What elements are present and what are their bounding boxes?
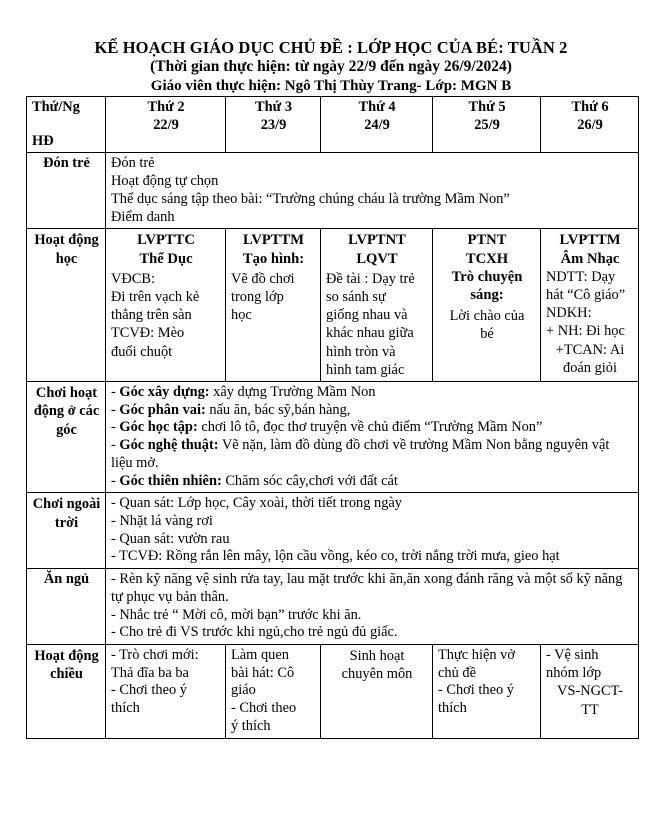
afternoon-line: bài hát: Cô bbox=[231, 664, 295, 681]
afternoon-line: chủ đề bbox=[438, 664, 476, 681]
don-tre-line: Hoạt động tự chọn bbox=[111, 173, 219, 190]
lesson-line: thẳng trên sàn bbox=[111, 307, 192, 324]
cell-chieu-wed bbox=[321, 644, 433, 738]
item-label: Góc nghệ thuật: bbox=[119, 437, 219, 454]
meal-line: - Rèn kỹ năng vệ sinh rửa tay, lau mặt trước khi ăn,ăn xong đánh răng và một số kỹ năng tự phục vụ bản thân. bbox=[111, 571, 623, 605]
afternoon-line: thích bbox=[111, 700, 140, 717]
subject-code: LVPTNT bbox=[348, 232, 406, 249]
item-text: Vẽ nặn, làm đồ dùng đồ chơi về trường Mầm Non bằng nguyên vật liệu mở. bbox=[111, 437, 610, 471]
cell-hoat-dong-hoc-thu bbox=[433, 229, 541, 382]
teacher-line: Giáo viên thực hiện: Ngô Thị Thùy Trang- Lớp: MGN B bbox=[150, 78, 512, 95]
subject-name: Trò chuyện bbox=[451, 269, 523, 286]
subject-name: LQVT bbox=[356, 250, 398, 267]
subject-name-2: sáng: bbox=[470, 287, 504, 304]
day-name: Thứ 5 bbox=[468, 99, 506, 115]
corner-item bbox=[111, 384, 634, 402]
subject-code: LVPTTM bbox=[559, 232, 621, 249]
row-label-hoat-dong-chieu: Hoạt động chiều bbox=[27, 644, 106, 738]
cell-hoat-dong-hoc-mon bbox=[106, 229, 226, 382]
outdoor-line: - Nhặt lá vàng rơi bbox=[111, 512, 213, 529]
subject-code: LVPTTM bbox=[242, 232, 305, 249]
implementation-period: (Thời gian thực hiện: từ ngày 22/9 đến ngày 26/9/2024) bbox=[150, 58, 512, 76]
column-header-thu bbox=[433, 97, 541, 153]
lesson-line: hình tam giác bbox=[326, 361, 405, 378]
don-tre-line: Đón trẻ bbox=[111, 155, 155, 172]
subject-name: Âm Nhạc bbox=[560, 250, 620, 267]
afternoon-line: VS-NGCT- bbox=[557, 683, 623, 700]
row-label-text: Hoạt động học bbox=[34, 232, 99, 267]
outdoor-line: - TCVĐ: Rồng rắn lên mây, lộn cầu vồng, kéo co, trời nắng trời mưa, gieo hạt bbox=[111, 548, 560, 565]
corner-item bbox=[111, 437, 634, 472]
row-label-don-tre: Đón trẻ bbox=[27, 153, 106, 229]
lesson-line: Đề tài : Dạy trẻ bbox=[326, 271, 415, 288]
row-choi-ngoai-troi bbox=[27, 493, 639, 569]
cell-hoat-dong-hoc-fri bbox=[541, 229, 639, 382]
column-header-tue bbox=[226, 97, 321, 153]
afternoon-line: - Trò chơi mới: bbox=[111, 646, 199, 663]
lesson-line: Vẽ đồ chơi bbox=[231, 271, 295, 288]
lesson-line: bé bbox=[480, 325, 494, 342]
row-label-an-ngu: Ăn ngủ bbox=[27, 569, 106, 645]
lesson-line: đuổi chuột bbox=[111, 343, 173, 360]
item-text: chơi lô tô, đọc thơ truyện về chủ điểm “Trường Mầm Non” bbox=[197, 419, 543, 436]
item-label: Góc thiên nhiên: bbox=[119, 472, 222, 489]
corner-item bbox=[111, 473, 634, 491]
page-title: KẾ HOẠCH GIÁO DỤC CHỦ ĐỀ : LỚP HỌC CỦA BÉ: TUẦN 2 bbox=[94, 38, 568, 57]
afternoon-line: - Chơi theo ý bbox=[438, 682, 514, 699]
cell-choi-goc-content bbox=[106, 381, 639, 492]
day-name: Thứ 4 bbox=[358, 99, 396, 115]
lesson-line: hình tròn và bbox=[326, 343, 396, 360]
corner-label-activity: HĐ bbox=[32, 132, 54, 149]
afternoon-line: Làm quen bbox=[231, 646, 289, 663]
corner-item bbox=[111, 402, 634, 420]
cell-don-tre-content bbox=[106, 153, 639, 229]
subject-code-2: TCXH bbox=[465, 250, 509, 267]
item-label: Góc xây dựng: bbox=[119, 383, 210, 400]
subject-code: PTNT bbox=[467, 232, 507, 249]
column-header-fri bbox=[541, 97, 639, 153]
afternoon-line: - Chơi theo bbox=[231, 700, 297, 717]
item-dash: - bbox=[111, 383, 120, 400]
outdoor-line: - Quan sát: Lớp học, Cây xoài, thời tiết trong ngày bbox=[111, 495, 402, 512]
row-an-ngu bbox=[27, 569, 639, 645]
day-name: Thứ 3 bbox=[254, 99, 293, 115]
lesson-line: trong lớp bbox=[231, 289, 284, 306]
header-corner-cell bbox=[27, 97, 106, 153]
item-dash: - bbox=[111, 401, 120, 418]
item-text: Chăm sóc cây,chơi với đất cát bbox=[221, 472, 398, 489]
afternoon-line: giáo bbox=[231, 682, 256, 699]
cell-hoat-dong-hoc-tue bbox=[226, 229, 321, 382]
subject-name: Tạo hình: bbox=[242, 250, 305, 267]
day-name: Thứ 2 bbox=[147, 99, 185, 115]
cell-chieu-tue bbox=[226, 644, 321, 738]
item-dash: - bbox=[111, 419, 120, 436]
cell-hoat-dong-hoc-wed bbox=[321, 229, 433, 382]
column-header-mon bbox=[106, 97, 226, 153]
item-text: xây dựng Trường Mầm Non bbox=[209, 383, 376, 400]
lesson-line: Đi trên vạch kẻ bbox=[111, 289, 200, 306]
day-date: 25/9 bbox=[474, 116, 500, 133]
lesson-line: Lời chào của bbox=[449, 307, 525, 324]
row-choi-goc bbox=[27, 381, 639, 492]
afternoon-line: nhóm lớp bbox=[546, 664, 602, 681]
weekly-plan-table bbox=[26, 96, 639, 739]
afternoon-line: - Vệ sinh bbox=[546, 646, 599, 663]
lesson-line: giống nhau và bbox=[326, 307, 408, 324]
lesson-line: TCVĐ: Mèo bbox=[111, 325, 185, 342]
lesson-line: học bbox=[231, 307, 252, 324]
afternoon-line: Thực hiện vở bbox=[438, 646, 515, 663]
lesson-line: so sánh sự bbox=[326, 289, 386, 306]
lesson-line: VĐCB: bbox=[111, 271, 155, 288]
corner-item bbox=[111, 419, 634, 437]
document-heading bbox=[0, 0, 662, 95]
row-hoat-dong-chieu bbox=[27, 644, 639, 738]
item-dash: - bbox=[111, 472, 120, 489]
item-label: Góc phân vai: bbox=[119, 401, 206, 418]
lesson-line: + NH: Đi học bbox=[546, 323, 625, 340]
cell-chieu-mon bbox=[106, 644, 226, 738]
lesson-line: đoán giỏi bbox=[563, 359, 617, 376]
row-hoat-dong-hoc bbox=[27, 229, 639, 382]
cell-chieu-fri bbox=[541, 644, 639, 738]
corner-label-day: Thứ/Ng bbox=[32, 99, 80, 115]
column-header-wed bbox=[321, 97, 433, 153]
lesson-line: NDTT: Dạy bbox=[546, 269, 616, 286]
afternoon-line: chuyên môn bbox=[341, 666, 413, 683]
afternoon-line: ý thích bbox=[231, 717, 271, 734]
afternoon-line: thích bbox=[438, 700, 467, 717]
row-label-hoat-dong-hoc bbox=[27, 229, 106, 382]
day-date: 26/9 bbox=[577, 116, 603, 133]
lesson-line: hát “Cô giáo” bbox=[546, 287, 626, 304]
row-label-choi-ngoai-troi: Chơi ngoài trời bbox=[27, 493, 106, 569]
afternoon-line: Sinh hoạt bbox=[349, 647, 405, 664]
outdoor-line: - Quan sát: vườn rau bbox=[111, 530, 230, 547]
row-don-tre bbox=[27, 153, 639, 229]
day-date: 23/9 bbox=[260, 116, 287, 133]
subject-code: LVPTTC bbox=[137, 232, 195, 249]
item-text: nấu ăn, bác sỹ,bán hàng, bbox=[205, 401, 351, 418]
row-label-choi-goc: Chơi hoạt động ở các góc bbox=[27, 381, 106, 492]
day-date: 22/9 bbox=[153, 116, 179, 133]
cell-chieu-thu bbox=[433, 644, 541, 738]
day-date: 24/9 bbox=[364, 116, 390, 133]
don-tre-line: Thể dục sáng tập theo bài: “Trường chúng cháu là trường Mầm Non” bbox=[111, 190, 510, 207]
meal-line: - Nhắc trẻ “ Mời cô, mời bạn” trước khi ăn. bbox=[111, 606, 362, 623]
item-dash: - bbox=[111, 437, 120, 454]
lesson-line: NDKH: bbox=[546, 305, 592, 322]
lesson-line: khác nhau giữa bbox=[326, 325, 414, 342]
don-tre-line: Điểm danh bbox=[111, 208, 175, 225]
afternoon-line: - Chơi theo ý bbox=[111, 682, 187, 699]
cell-choi-ngoai-troi-content bbox=[106, 493, 639, 569]
cell-an-ngu-content bbox=[106, 569, 639, 645]
lesson-line: +TCAN: Ai bbox=[555, 341, 625, 358]
day-name: Thứ 6 bbox=[571, 99, 609, 115]
subject-name: Thể Dục bbox=[139, 250, 193, 267]
meal-line: - Cho trẻ đi VS trước khi ngủ,cho trẻ ngủ đủ giấc. bbox=[111, 624, 398, 641]
afternoon-line: Thả đĩa ba ba bbox=[111, 664, 189, 681]
table-header-row bbox=[27, 97, 639, 153]
item-label: Góc học tập: bbox=[119, 419, 198, 436]
afternoon-line: TT bbox=[581, 701, 599, 718]
